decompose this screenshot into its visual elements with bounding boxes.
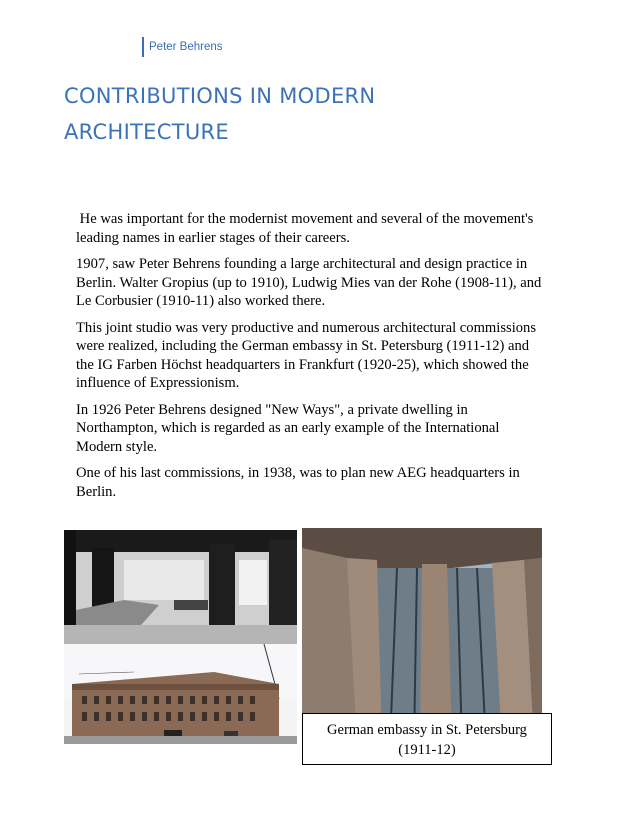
caption-line-2: (1911-12) [398, 742, 456, 758]
page-title: CONTRIBUTIONS IN MODERN ARCHITECTURE [64, 84, 376, 144]
paragraph: This joint studio was very productive and numerous architectural commissions were realized, including the German embassy in St. Petersburg (1911-12) and the IG Farben Höchst headquarters in Frankfurt (1920-25), which showed the influence of Expressionism. [76, 319, 537, 391]
interior-photo [64, 530, 297, 644]
caption-line-1: German embassy in St. Petersburg [327, 722, 527, 738]
header-label: Peter Behrens [149, 41, 223, 53]
paragraph: In 1926 Peter Behrens designed "New Ways", a private dwelling in Northampton, which is regarded as an early example of the International Modern style. [76, 401, 500, 455]
article-body [76, 210, 546, 509]
running-header [142, 37, 223, 57]
paragraph: 1907, saw Peter Behrens founding a large architectural and design practice in Berlin. Walter Gropius (up to 1910), Ludwig Mies van der Rohe (1908-11), and Le Corbusier (1910-11) also worked there. [76, 256, 542, 309]
photo-caption [302, 713, 552, 765]
paragraph: One of his last commissions, in 1938, was to plan new AEG headquarters in Berlin. [76, 465, 520, 500]
columns-facade-photo [302, 528, 542, 744]
embassy-exterior-photo [64, 644, 297, 744]
paragraph: He was important for the modernist movement and several of the movement's leading names in earlier stages of their careers. [76, 211, 538, 246]
